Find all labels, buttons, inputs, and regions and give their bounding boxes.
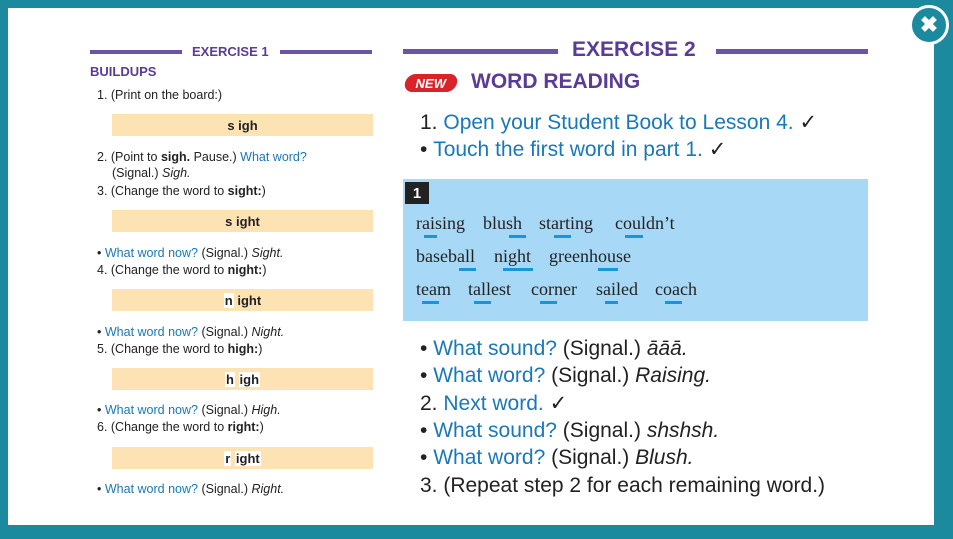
- ex1-step2: 2. (Point to sigh. Pause.) What word?: [97, 150, 307, 164]
- ex1-step3: 3. (Change the word to sight:): [97, 184, 266, 198]
- word-underline: [503, 268, 533, 271]
- word-couldnt: couldn’t: [615, 213, 675, 233]
- word-underline: [474, 301, 491, 304]
- ex1-board-night: n ight: [112, 289, 373, 311]
- ex2-title: EXERCISE 2: [572, 38, 696, 61]
- word-starting: starting: [539, 213, 593, 233]
- word-tallest: tallest: [468, 279, 511, 299]
- word-underline: [540, 301, 557, 304]
- ex1-bullet2: • What word now? (Signal.) Night.: [97, 325, 285, 339]
- word-underline: [605, 301, 618, 304]
- ex1-step5: 5. (Change the word to high:): [97, 342, 263, 356]
- ex1-board-sigh: [112, 114, 373, 136]
- ex2-step1: 1. Open your Student Book to Lesson 4. ✓: [420, 111, 818, 134]
- ex1-subtitle: BUILDUPS: [90, 64, 157, 79]
- ex2-step3: 3. (Repeat step 2 for each remaining word.): [420, 474, 826, 497]
- word-raising: raising: [416, 213, 465, 233]
- word-corner: corner: [531, 279, 577, 299]
- ex1-board-sight: s ight: [112, 210, 373, 232]
- word-underline: [509, 235, 526, 238]
- ex1-step1: 1. (Print on the board:): [97, 88, 223, 102]
- word-baseball: baseball: [416, 246, 475, 266]
- word-underline: [554, 235, 571, 238]
- ex2-q-sound2: • What sound? (Signal.) shshsh.: [420, 419, 720, 442]
- ex2-step2: 2. Next word. ✓: [420, 392, 568, 415]
- word-night: night: [494, 246, 532, 266]
- ex1-rule-left: [90, 50, 182, 54]
- ex1-bullet4: • What word now? (Signal.) Right.: [97, 482, 285, 496]
- ex2-rule-right: [716, 49, 868, 54]
- word-sailed: sailed: [596, 279, 638, 299]
- ex1-bullet3: • What word now? (Signal.) High.: [97, 403, 281, 417]
- ex2-q-sound1: • What sound? (Signal.) āāā.: [420, 337, 688, 360]
- ex1-rule-right: [280, 50, 372, 54]
- word-underline: [665, 301, 682, 304]
- word-underline: [422, 301, 439, 304]
- word-blush: blush: [483, 213, 523, 233]
- word-underline: [625, 235, 643, 238]
- ex2-q-word1: • What word? (Signal.) Raising.: [420, 364, 711, 387]
- ex1-step2-answer: (Signal.) Sigh.: [112, 166, 191, 180]
- ex1-board-high: h igh: [112, 368, 373, 390]
- close-icon: ✖: [919, 12, 939, 37]
- ex1-bullet1: • What word now? (Signal.) Sight.: [97, 246, 284, 260]
- ex1-step6: 6. (Change the word to right:): [97, 420, 264, 434]
- ex1-title: EXERCISE 1: [192, 44, 269, 59]
- box-letter: s: [227, 117, 235, 133]
- ex2-subtitle: WORD READING: [471, 70, 641, 93]
- word-team: team: [416, 279, 451, 299]
- box-word: igh: [238, 117, 258, 133]
- word-underline: [424, 235, 437, 238]
- new-badge: NEW: [403, 74, 459, 92]
- ex2-q-word2: • What word? (Signal.) Blush.: [420, 446, 694, 469]
- check-icon: ✓: [549, 392, 568, 415]
- word-underline: [598, 268, 618, 271]
- ex2-rule-left: [403, 49, 558, 54]
- ex1-step4: 4. (Change the word to night:): [97, 263, 267, 277]
- close-button[interactable]: [909, 5, 949, 45]
- part-number: 1: [405, 182, 429, 204]
- word-coach: coach: [655, 279, 697, 299]
- word-greenhouse: greenhouse: [549, 246, 631, 266]
- word-underline: [459, 268, 476, 271]
- check-icon: ✓: [708, 138, 727, 161]
- check-icon: ✓: [799, 111, 818, 134]
- ex1-board-right: r ight: [112, 447, 373, 469]
- ex2-bullet-touch: • Touch the first word in part 1. ✓: [420, 138, 727, 161]
